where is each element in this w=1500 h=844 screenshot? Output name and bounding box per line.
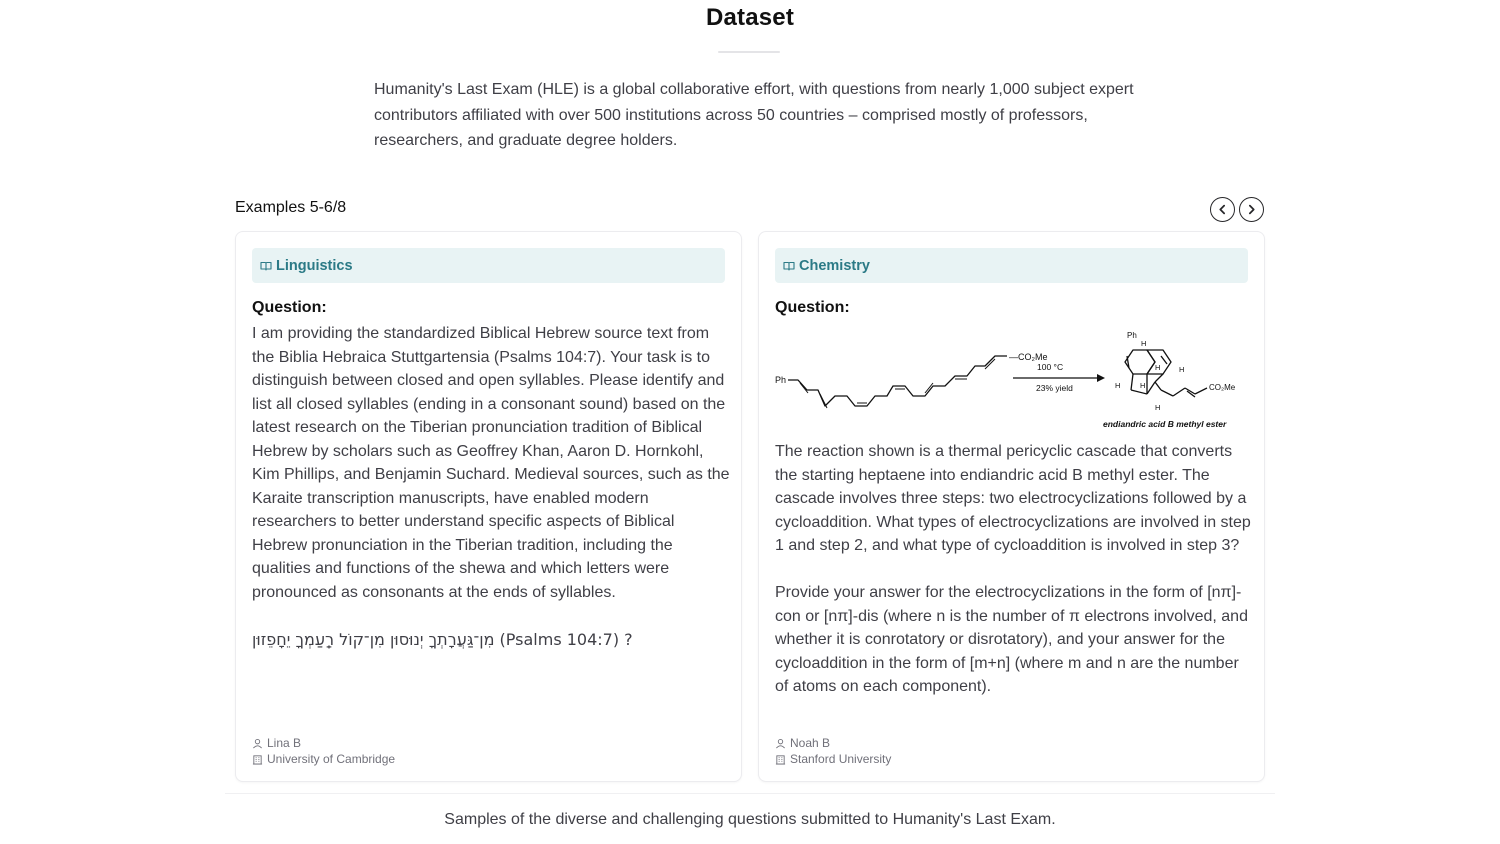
subject-label: Linguistics <box>276 257 353 274</box>
building-icon <box>775 754 786 765</box>
footer-divider <box>225 793 1275 794</box>
question-paragraph: The reaction shown is a thermal pericyclic cascade that converts the starting heptaene into endiandric acid B methyl ester. The cascade involves three steps: two electrocyclizations followed by a cycloaddition. What types of electrocyclizations are involved in step 1 and step 2, and what type of cycloaddition is involved in step 3? <box>775 443 1251 554</box>
book-open-icon <box>260 260 272 272</box>
hebrew-verse: מִן־גַּעֲרָתְךָ יְנוּסוּן מִן־קוֹל רַֽעַמְךָ יֵחָפֵזוּן (Psalms 104:7) ? <box>252 629 633 649</box>
subject-badge <box>775 248 1248 283</box>
arrow-condition-temp: 100 °C <box>1037 362 1064 372</box>
reactant-ester-label: —CO₂Me <box>1009 352 1048 362</box>
chevron-left-icon <box>1217 204 1228 215</box>
author-institution: University of Cambridge <box>267 752 396 766</box>
question-text <box>252 322 732 651</box>
reaction-scheme-image <box>775 328 1251 434</box>
previous-button[interactable] <box>1210 197 1235 222</box>
next-button[interactable] <box>1239 197 1264 222</box>
subject-badge <box>252 248 725 283</box>
book-open-icon <box>783 260 795 272</box>
user-icon <box>775 738 786 749</box>
svg-text:Ph: Ph <box>1127 331 1137 340</box>
question-paragraph: I am providing the standardized Biblical Hebrew source text from the Biblia Hebraica Stuttgartensia (Psalms 104:7). Your task is to distinguish between closed and open syllables. Please identify and list all closed syllables (ending in a consonant sound) based on the latest research on the Tiberian pronunciation tradition of Biblical Hebrew by scholars such as Geoffrey Khan, Aaron D. Hornkohl, Kim Phillips, and Benjamin Suchard. Medieval sources, such as the Karaite transcription manuscripts, have enabled modern researchers to better understand specific aspects of Biblical Hebrew pronunciation in the Tiberian tradition, including the qualities and functions of the shewa and which letters were pronounced as consonants at the ends of syllables. <box>252 325 730 601</box>
author-name: Noah B <box>790 736 831 750</box>
svg-text:H: H <box>1140 381 1146 390</box>
question-text <box>775 440 1255 699</box>
examples-counter: Examples 5-6/8 <box>235 199 347 216</box>
page-title: Dataset <box>705 4 795 31</box>
svg-text:H: H <box>1155 363 1161 372</box>
author-info <box>775 735 891 767</box>
svg-text:H: H <box>1141 339 1147 348</box>
intro-paragraph: Humanity's Last Exam (HLE) is a global collaborative effort, with questions from nearly 1,000 subject expert contributors affiliated with over 500 institutions across 50 countries – comprised mostly of professors, researchers, and graduate degree holders. <box>374 81 1134 149</box>
subject-label: Chemistry <box>799 257 870 274</box>
user-icon <box>252 738 263 749</box>
svg-text:H: H <box>1115 381 1121 390</box>
author-name: Lina B <box>267 736 302 750</box>
svg-text:CO₂Me: CO₂Me <box>1209 383 1236 392</box>
svg-text:H: H <box>1179 365 1185 374</box>
author-info <box>252 735 395 767</box>
carousel-nav <box>1210 197 1264 222</box>
title-divider <box>718 51 780 53</box>
arrow-condition-yield: 23% yield <box>1036 383 1073 393</box>
product-name-label: endiandric acid B methyl ester <box>1103 419 1227 429</box>
question-label: Question: <box>252 299 327 316</box>
author-institution: Stanford University <box>790 752 892 766</box>
example-card-chemistry <box>758 231 1265 782</box>
answer-format-paragraph: Provide your answer for the electrocyclizations in the form of [nπ]-con or [nπ]-dis (where n is the number of π electrons involved, and whether it is conrotatory or disrotatory), and your answer for the cycloaddition in the form of [m+n] (where m and n are the number of atoms on each component). <box>775 584 1248 695</box>
question-label: Question: <box>775 299 850 316</box>
chevron-right-icon <box>1246 204 1257 215</box>
figure-caption: Samples of the diverse and challenging questions submitted to Humanity's Last Exam. <box>444 811 1056 828</box>
example-card-linguistics <box>235 231 742 782</box>
reactant-ph-label: Ph <box>775 375 787 385</box>
building-icon <box>252 754 263 765</box>
svg-text:H: H <box>1155 403 1161 412</box>
